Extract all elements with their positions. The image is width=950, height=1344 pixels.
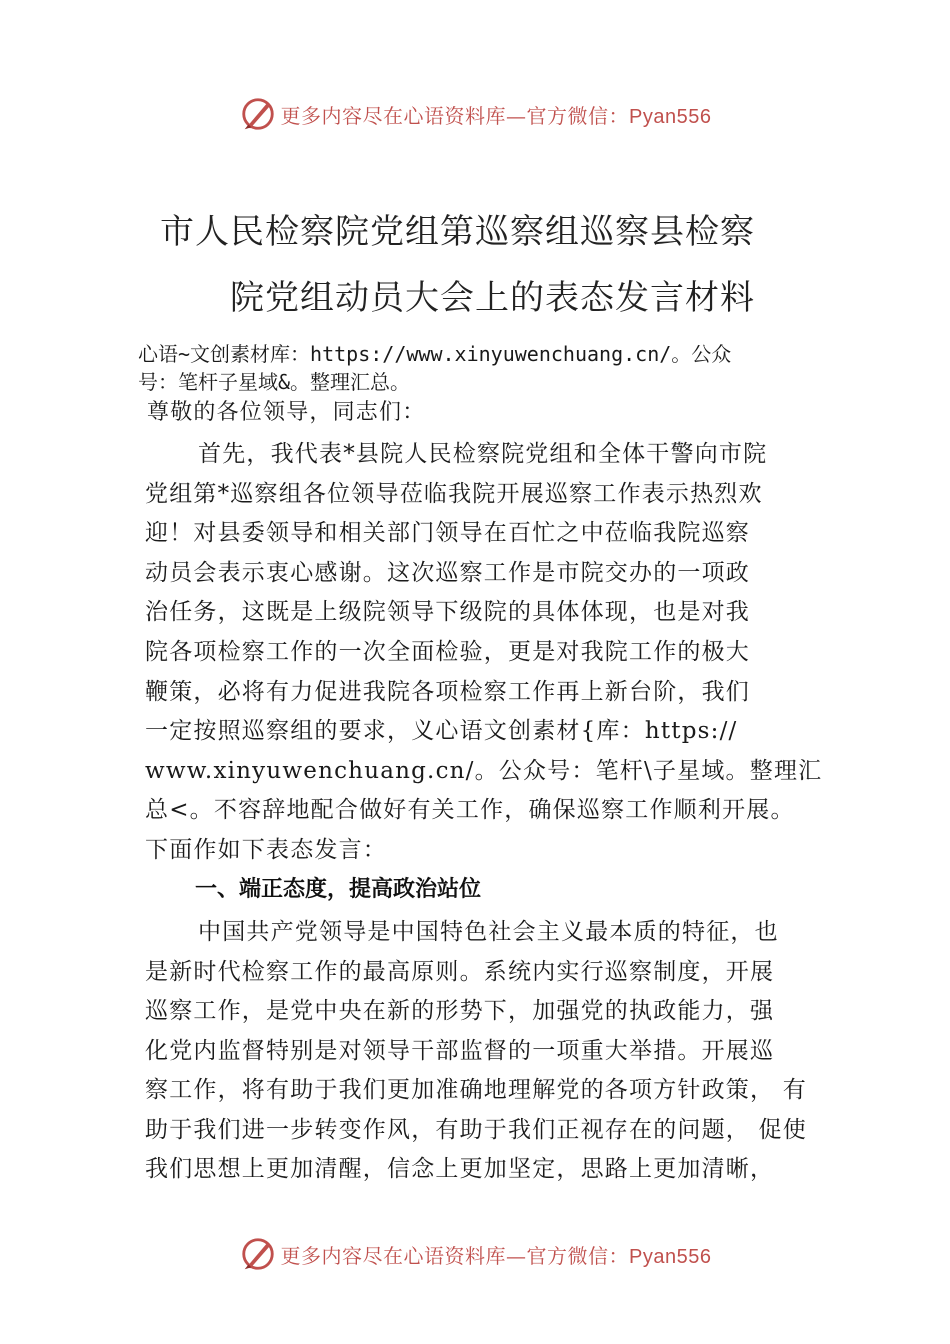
paragraph-line: 巡察工作，是党中央在新的形势下，加强党的执政能力，强 bbox=[145, 998, 775, 1024]
footer-banner bbox=[0, 1232, 950, 1276]
paragraph-line: 我们思想上更加清醒，信念上更加坚定，思路上更加清晰， bbox=[145, 1156, 775, 1182]
banner-label: 更多内容尽在心语资料库—官方微信： bbox=[280, 1243, 630, 1268]
source-note-line-1: 心语~文创素材库：https://www.xinyuwenchuang.cn/。公众 bbox=[138, 342, 732, 366]
document-title-line-2: 院党组动员大会上的表态发言材料 bbox=[230, 278, 755, 318]
paragraph-line: 迎！对县委领导和相关部门领导在百忙之中莅临我院巡察 bbox=[145, 520, 750, 546]
paragraph-line: 下面作如下表态发言： bbox=[145, 837, 387, 863]
greeting: 尊敬的各位领导，同志们： bbox=[147, 400, 426, 425]
quill-pen-icon bbox=[239, 1235, 277, 1273]
banner-wechat-id: Pyan556 bbox=[629, 1245, 712, 1268]
paragraph-line: 是新时代检察工作的最高原则。系统内实行巡察制度，开展 bbox=[145, 959, 775, 985]
header-banner bbox=[0, 92, 950, 136]
paragraph-line: 总<。不容辞地配合做好有关工作，确保巡察工作顺利开展。 bbox=[145, 797, 795, 823]
paragraph-line: 一定按照巡察组的要求，义心语文创素材{库：https:// bbox=[145, 718, 738, 744]
banner-wechat-id: Pyan556 bbox=[629, 105, 712, 128]
paragraph-line: 察工作，将有助于我们更加准确地理解党的各项方针政策， 有 bbox=[145, 1077, 807, 1103]
quill-pen-icon bbox=[239, 95, 277, 133]
paragraph-line: 首先，我代表*县院人民检察院党组和全体干警向市院 bbox=[198, 441, 768, 467]
banner-text bbox=[281, 1240, 712, 1269]
paragraph-line: 助于我们进一步转变作风，有助于我们正视存在的问题， 促使 bbox=[145, 1117, 807, 1143]
paragraph-line: 中国共产党领导是中国特色社会主义最本质的特征，也 bbox=[198, 919, 779, 945]
paragraph-line: www.xinyuwenchuang.cn/。公众号：笔杆\子星域。整理汇 bbox=[145, 758, 823, 784]
document-title-line-1: 市人民检察院党组第巡察组巡察县检察 bbox=[160, 212, 755, 252]
paragraph-line: 鞭策，必将有力促进我院各项检察工作再上新台阶，我们 bbox=[145, 679, 750, 705]
section-heading-1: 一、端正态度，提高政治站位 bbox=[195, 877, 482, 902]
paragraph-line: 院各项检察工作的一次全面检验，更是对我院工作的极大 bbox=[145, 639, 750, 665]
paragraph-line: 治任务，这既是上级院领导下级院的具体体现，也是对我 bbox=[145, 599, 750, 625]
banner-text bbox=[281, 100, 712, 129]
paragraph-line: 党组第*巡察组各位领导莅临我院开展巡察工作表示热烈欢 bbox=[145, 481, 763, 507]
paragraph-line: 动员会表示衷心感谢。这次巡察工作是市院交办的一项政 bbox=[145, 560, 750, 586]
banner-label: 更多内容尽在心语资料库—官方微信： bbox=[280, 103, 630, 128]
paragraph-line: 化党内监督特别是对领导干部监督的一项重大举措。开展巡 bbox=[145, 1038, 775, 1064]
source-note-line-2: 号：笔杆子星域&。整理汇总。 bbox=[138, 370, 411, 394]
